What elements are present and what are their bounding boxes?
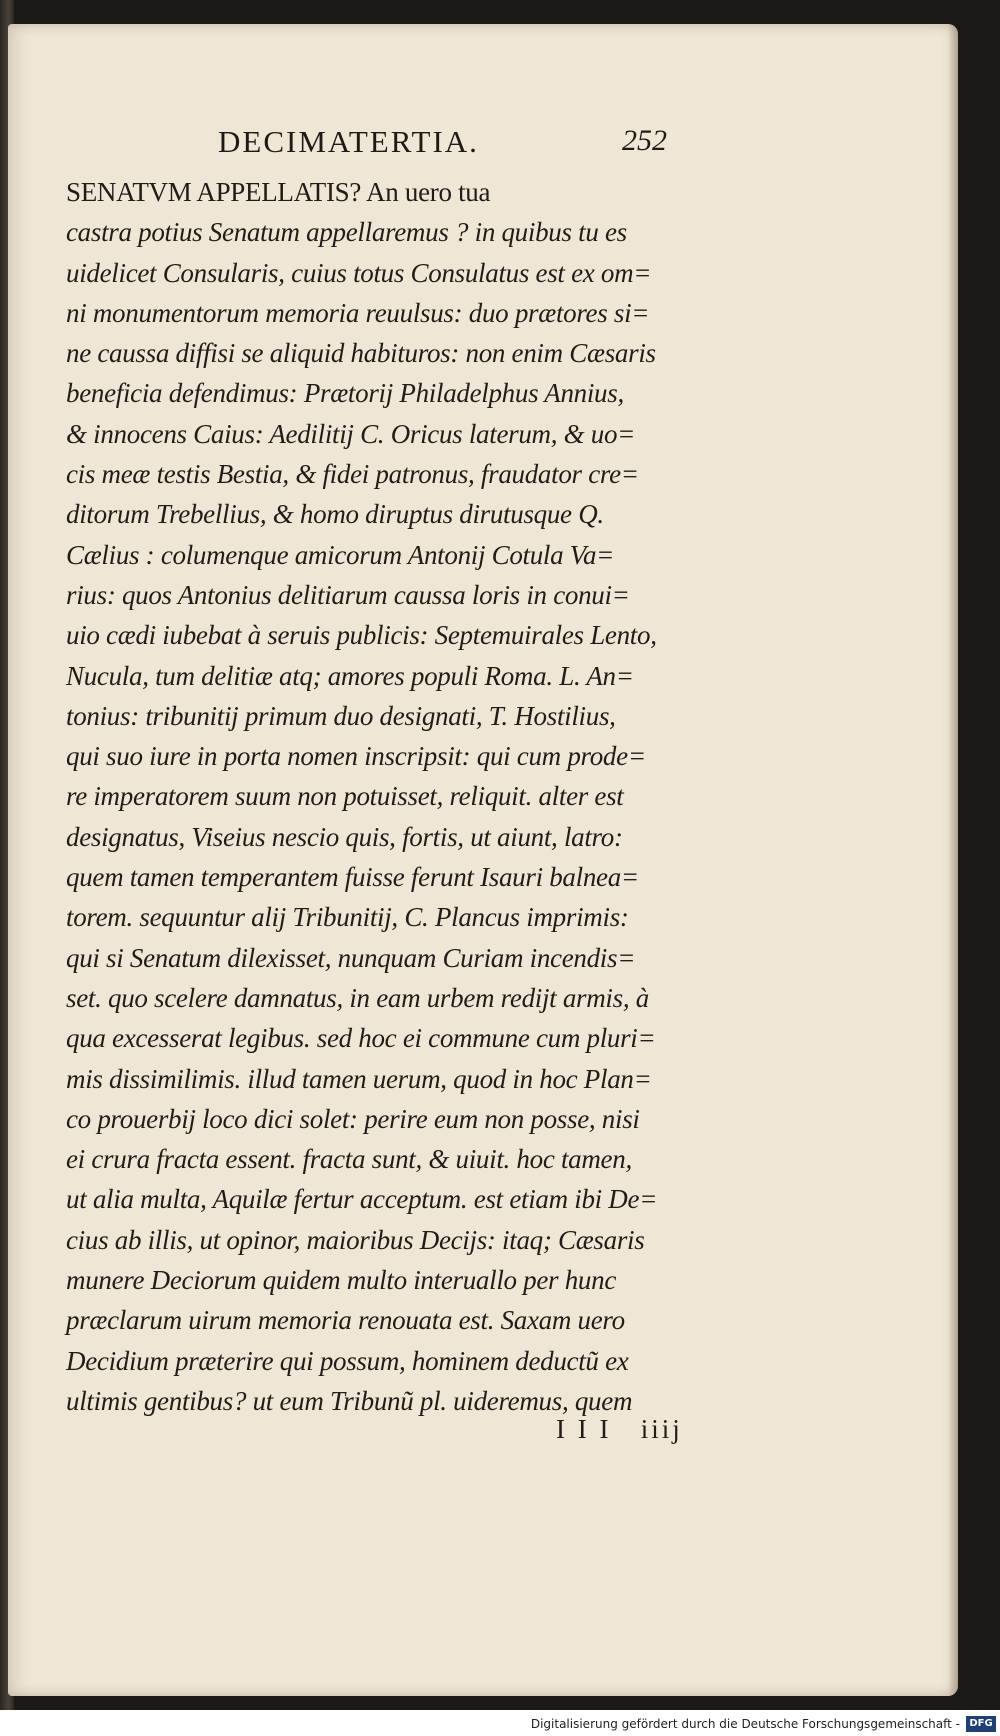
text-line: munere Deciorum quidem multo interuallo per hunc xyxy=(66,1265,617,1296)
text-line: castra potius Senatum appellaremus ? in quibus tu es xyxy=(66,217,627,248)
book-page xyxy=(8,24,958,1696)
text-line: mis dissimilimis. illud tamen uerum, quod in hoc Plan= xyxy=(66,1063,652,1094)
text-line: cis meæ testis Bestia, & fidei patronus, fraudator cre= xyxy=(66,459,639,490)
running-head: DECIMATERTIA. xyxy=(218,124,479,159)
text-line: Nucula, tum delitiæ atq; amores populi Roma. L. An= xyxy=(66,660,634,691)
text-line: Cælius : columenque amicorum Antonij Cotula Va= xyxy=(66,539,615,570)
text-line: torem. sequuntur alij Tribunitij, C. Plancus imprimis: xyxy=(66,902,629,933)
text-line: quem tamen temperantem fuisse ferunt Isauri balnea= xyxy=(66,862,639,893)
text-line: ut alia multa, Aquilæ fertur acceptum. est etiam ibi De= xyxy=(66,1184,658,1215)
credit-bar xyxy=(0,1710,1000,1736)
text-line: qua excesserat legibus. sed hoc ei commune cum pluri= xyxy=(66,1023,656,1054)
text-line: uio cædi iubebat à seruis publicis: Septemuirales Lento, xyxy=(66,620,657,651)
dfg-logo: DFG xyxy=(966,1716,996,1732)
text-line: set. quo scelere damnatus, in eam urbem redijt armis, à xyxy=(66,982,649,1013)
signature-mark: I I I iiij xyxy=(556,1414,683,1444)
text-line: rius: quos Antonius delitiarum caussa loris in conui= xyxy=(66,579,630,610)
text-line: cius ab illis, ut opinor, maioribus Decijs: itaq; Cæsaris xyxy=(66,1224,645,1255)
text-block xyxy=(66,172,716,1421)
text-line: Decidium præterire qui possum, hominem deductũ ex xyxy=(66,1345,629,1376)
text-line: & innocens Caius: Aedilitij C. Oricus laterum, & uo= xyxy=(66,418,636,449)
text-line: præclarum uirum memoria renouata est. Saxam uero xyxy=(66,1305,625,1336)
text-line: co prouerbij loco dici solet: perire eum non posse, nisi xyxy=(66,1103,640,1134)
text-line: tonius: tribunitij primum duo designati, T. Hostilius, xyxy=(66,700,616,731)
text-line: beneficia defendimus: Prætorij Philadelphus Annius, xyxy=(66,378,624,409)
text-line: designatus, Viseius nescio quis, fortis, ut aiunt, latro: xyxy=(66,821,623,852)
page-number: 252 xyxy=(622,124,667,157)
text-line: re imperatorem suum non potuisset, reliquit. alter est xyxy=(66,781,624,812)
text-line: ultimis gentibus? ut eum Tribunũ pl. uideremus, quem xyxy=(66,1385,633,1416)
text-line: ditorum Trebellius, & homo diruptus dirutusque Q. xyxy=(66,499,604,530)
text-line: uidelicet Consularis, cuius totus Consulatus est ex om= xyxy=(66,257,652,288)
text-line: qui si Senatum dilexisset, nunquam Curiam incendis= xyxy=(66,942,636,973)
text-line: ei crura fracta essent. fracta sunt, & uiuit. hoc tamen, xyxy=(66,1144,632,1175)
funding-credit: Digitalisierung gefördert durch die Deutsche Forschungsgemeinschaft - xyxy=(530,1717,960,1731)
text-line: ne caussa diffisi se aliquid habituros: non enim Cæsaris xyxy=(66,338,656,369)
text-line: ni monumentorum memoria reuulsus: duo prætores si= xyxy=(66,297,650,328)
text-line: qui suo iure in porta nomen inscripsit: qui cum prode= xyxy=(66,741,646,772)
page-edge-shadow xyxy=(948,24,958,1696)
text-line: SENATVM APPELLATIS? An uero tua xyxy=(66,177,491,207)
